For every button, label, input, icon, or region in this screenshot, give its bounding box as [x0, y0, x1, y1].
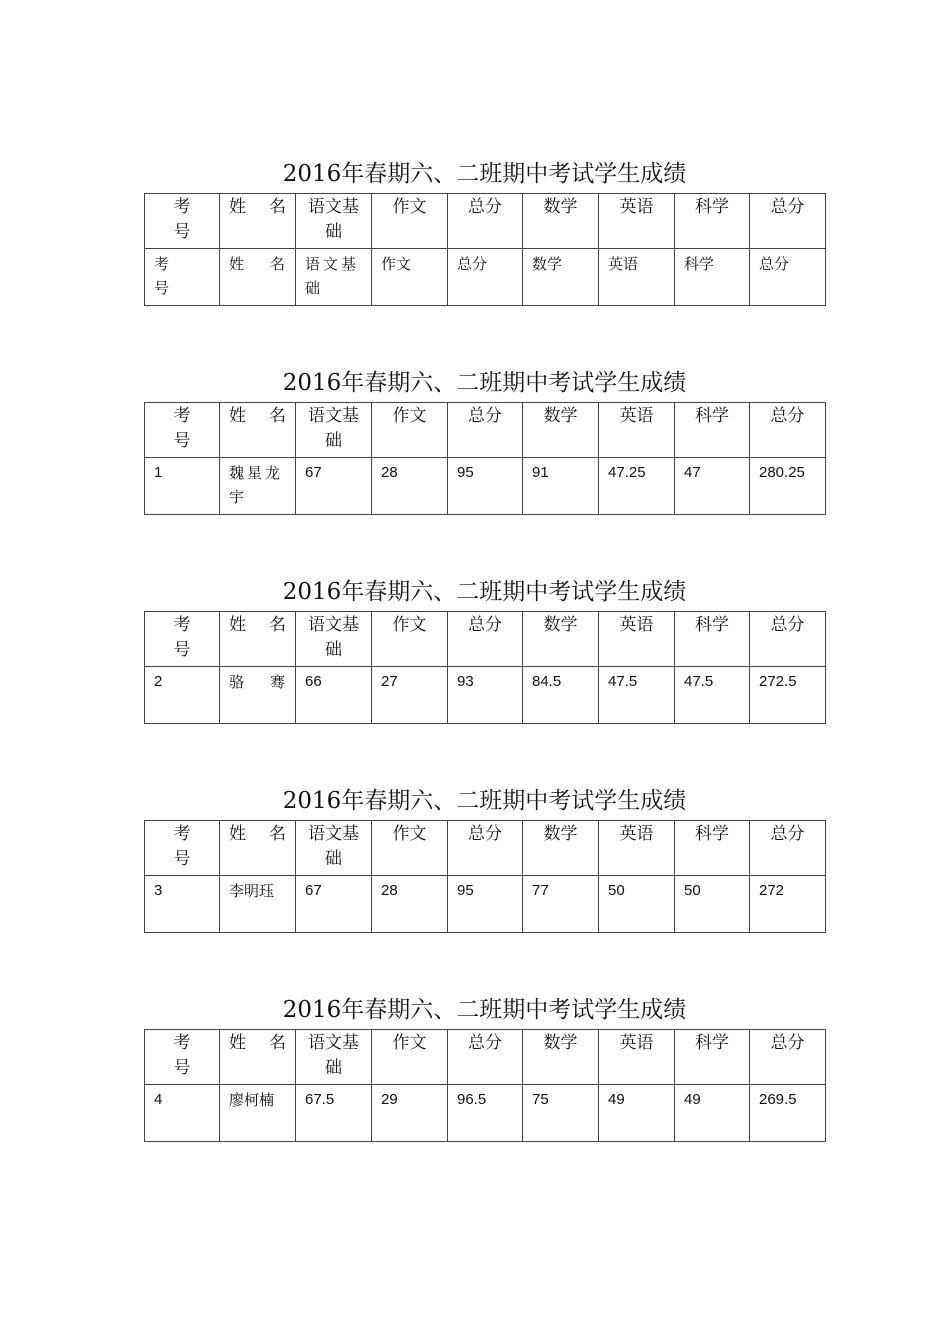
- header-row: [145, 612, 826, 667]
- cell-exam-number: 1: [145, 458, 220, 515]
- score-table: [144, 611, 826, 724]
- cell-chinese-total: 96.5: [448, 1085, 523, 1142]
- header-cell-science: 科学: [675, 1030, 750, 1085]
- cell-name: 李明珏: [220, 876, 296, 933]
- header-cell-name: 姓 名: [220, 403, 296, 458]
- table-title: 2016年春期六、二班期中考试学生成绩: [282, 579, 687, 605]
- header-cell-name: 姓 名: [220, 612, 296, 667]
- table-row: [145, 876, 826, 933]
- header-cell-science: 科学: [675, 403, 750, 458]
- cell-name: 廖柯楠: [220, 1085, 296, 1142]
- score-block: [144, 157, 825, 306]
- header-cell-composition: 作文: [372, 821, 448, 876]
- header-cell-name: 姓 名: [220, 194, 296, 249]
- header-cell-science: 科学: [675, 821, 750, 876]
- header-cell-english: 英语: [599, 821, 675, 876]
- score-block: [144, 993, 825, 1142]
- cell-chinese-total: 95: [448, 876, 523, 933]
- header-cell-science: 科学: [675, 194, 750, 249]
- header-cell-english: 英语: [599, 194, 675, 249]
- cell-math: 91: [523, 458, 599, 515]
- score-table: [144, 193, 826, 306]
- cell-name: 骆 骞: [220, 667, 296, 724]
- score-table: [144, 402, 826, 515]
- table-title: 2016年春期六、二班期中考试学生成绩: [282, 161, 687, 187]
- header-cell-grand-total: 总分: [750, 612, 826, 667]
- cell-math: 数学: [523, 249, 599, 306]
- cell-science: 47.5: [675, 667, 750, 724]
- cell-math: 77: [523, 876, 599, 933]
- cell-exam-number: 4: [145, 1085, 220, 1142]
- cell-english: 49: [599, 1085, 675, 1142]
- header-cell-composition: 作文: [372, 194, 448, 249]
- header-cell-chinese-basics: 语文基础: [296, 1030, 372, 1085]
- header-cell-chinese-total: 总分: [448, 194, 523, 249]
- header-cell-composition: 作文: [372, 1030, 448, 1085]
- header-cell-chinese-basics: 语文基础: [296, 403, 372, 458]
- table-row: [145, 249, 826, 306]
- header-cell-chinese-basics: 语文基础: [296, 194, 372, 249]
- cell-grand-total: 272.5: [750, 667, 826, 724]
- cell-chinese-basics: 66: [296, 667, 372, 724]
- cell-chinese-total: 95: [448, 458, 523, 515]
- header-cell-grand-total: 总分: [750, 403, 826, 458]
- header-cell-grand-total: 总分: [750, 821, 826, 876]
- cell-grand-total: 269.5: [750, 1085, 826, 1142]
- header-cell-grand-total: 总分: [750, 1030, 826, 1085]
- cell-science: 50: [675, 876, 750, 933]
- header-cell-chinese-basics: 语文基础: [296, 821, 372, 876]
- score-table: [144, 820, 826, 933]
- header-cell-composition: 作文: [372, 403, 448, 458]
- cell-grand-total: 280.25: [750, 458, 826, 515]
- cell-exam-number: 3: [145, 876, 220, 933]
- header-row: [145, 403, 826, 458]
- header-cell-science: 科学: [675, 612, 750, 667]
- header-cell-math: 数学: [523, 612, 599, 667]
- header-cell-chinese-total: 总分: [448, 403, 523, 458]
- header-cell-math: 数学: [523, 1030, 599, 1085]
- table-row: [145, 458, 826, 515]
- header-cell-english: 英语: [599, 612, 675, 667]
- header-cell-math: 数学: [523, 821, 599, 876]
- cell-science: 47: [675, 458, 750, 515]
- header-cell-composition: 作文: [372, 612, 448, 667]
- cell-science: 49: [675, 1085, 750, 1142]
- cell-chinese-total: 总分: [448, 249, 523, 306]
- score-block: [144, 575, 825, 724]
- cell-exam-number: 考号: [145, 249, 220, 306]
- header-cell-exam-number: 考号: [145, 612, 220, 667]
- header-row: [145, 1030, 826, 1085]
- cell-math: 75: [523, 1085, 599, 1142]
- header-row: [145, 194, 826, 249]
- cell-chinese-total: 93: [448, 667, 523, 724]
- header-cell-english: 英语: [599, 1030, 675, 1085]
- header-cell-name: 姓 名: [220, 821, 296, 876]
- cell-english: 英语: [599, 249, 675, 306]
- cell-chinese-basics: 67.5: [296, 1085, 372, 1142]
- cell-english: 47.5: [599, 667, 675, 724]
- header-cell-english: 英语: [599, 403, 675, 458]
- score-block: [144, 784, 825, 933]
- cell-grand-total: 272: [750, 876, 826, 933]
- cell-composition: 29: [372, 1085, 448, 1142]
- cell-math: 84.5: [523, 667, 599, 724]
- header-cell-chinese-total: 总分: [448, 821, 523, 876]
- cell-name: 魏星龙宇: [220, 458, 296, 515]
- cell-exam-number: 2: [145, 667, 220, 724]
- header-cell-math: 数学: [523, 194, 599, 249]
- table-title: 2016年春期六、二班期中考试学生成绩: [282, 997, 687, 1023]
- header-cell-chinese-basics: 语文基础: [296, 612, 372, 667]
- header-cell-chinese-total: 总分: [448, 1030, 523, 1085]
- cell-chinese-basics: 67: [296, 458, 372, 515]
- table-title: 2016年春期六、二班期中考试学生成绩: [282, 788, 687, 814]
- header-cell-chinese-total: 总分: [448, 612, 523, 667]
- score-block: [144, 366, 825, 515]
- header-cell-exam-number: 考号: [145, 1030, 220, 1085]
- cell-composition: 27: [372, 667, 448, 724]
- table-title: 2016年春期六、二班期中考试学生成绩: [282, 370, 687, 396]
- cell-composition: 作文: [372, 249, 448, 306]
- header-cell-exam-number: 考号: [145, 821, 220, 876]
- cell-grand-total: 总分: [750, 249, 826, 306]
- cell-composition: 28: [372, 876, 448, 933]
- cell-chinese-basics: 语文基础: [296, 249, 372, 306]
- header-cell-exam-number: 考号: [145, 403, 220, 458]
- cell-english: 47.25: [599, 458, 675, 515]
- header-cell-grand-total: 总分: [750, 194, 826, 249]
- header-cell-name: 姓 名: [220, 1030, 296, 1085]
- cell-chinese-basics: 67: [296, 876, 372, 933]
- header-row: [145, 821, 826, 876]
- header-cell-exam-number: 考号: [145, 194, 220, 249]
- score-table: [144, 1029, 826, 1142]
- header-cell-math: 数学: [523, 403, 599, 458]
- table-row: [145, 667, 826, 724]
- cell-composition: 28: [372, 458, 448, 515]
- cell-science: 科学: [675, 249, 750, 306]
- cell-english: 50: [599, 876, 675, 933]
- cell-name: 姓 名: [220, 249, 296, 306]
- table-row: [145, 1085, 826, 1142]
